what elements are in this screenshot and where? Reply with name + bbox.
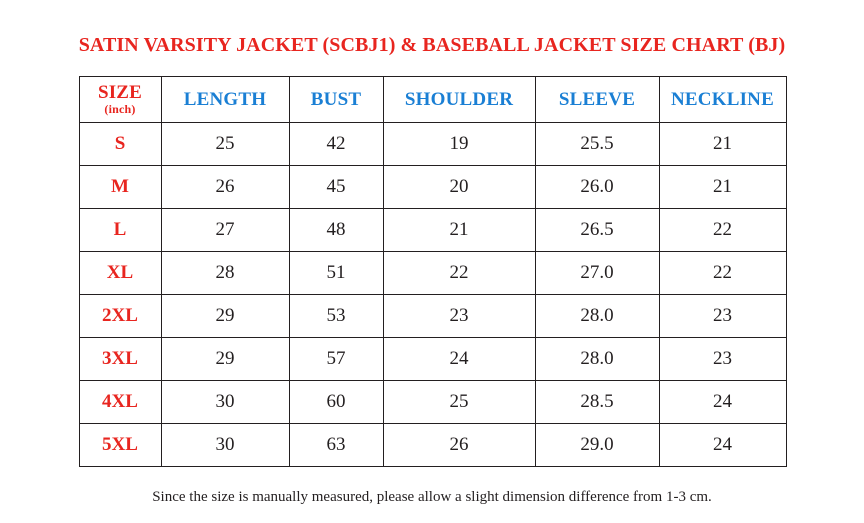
cell-sleeve: 28.0 [535, 295, 659, 338]
cell-sleeve: 28.0 [535, 338, 659, 381]
cell-neckline: 21 [659, 123, 786, 166]
cell-sleeve: 26.5 [535, 209, 659, 252]
cell-shoulder: 20 [383, 166, 535, 209]
cell-length: 29 [161, 338, 289, 381]
cell-size: 2XL [79, 295, 161, 338]
cell-sleeve: 28.5 [535, 381, 659, 424]
cell-sleeve: 26.0 [535, 166, 659, 209]
cell-bust: 45 [289, 166, 383, 209]
cell-neckline: 24 [659, 381, 786, 424]
cell-shoulder: 22 [383, 252, 535, 295]
table-row [79, 295, 786, 338]
cell-bust: 42 [289, 123, 383, 166]
cell-shoulder: 23 [383, 295, 535, 338]
cell-bust: 63 [289, 424, 383, 467]
cell-length: 29 [161, 295, 289, 338]
cell-neckline: 22 [659, 209, 786, 252]
cell-bust: 53 [289, 295, 383, 338]
cell-size: 3XL [79, 338, 161, 381]
table-row [79, 166, 786, 209]
cell-length: 28 [161, 252, 289, 295]
cell-neckline: 22 [659, 252, 786, 295]
cell-shoulder: 24 [383, 338, 535, 381]
column-header-size [79, 77, 161, 123]
table-body [79, 123, 786, 467]
table-row [79, 338, 786, 381]
cell-size: 4XL [79, 381, 161, 424]
table-header-row [79, 77, 786, 123]
measurement-note: Since the size is manually measured, please allow a slight dimension difference from 1-3 cm. [152, 489, 712, 505]
cell-length: 30 [161, 381, 289, 424]
cell-sleeve: 27.0 [535, 252, 659, 295]
cell-length: 25 [161, 123, 289, 166]
cell-length: 30 [161, 424, 289, 467]
table-header [79, 77, 786, 123]
column-header-size-unit: (inch) [104, 102, 136, 117]
column-header-length: LENGTH [161, 77, 289, 123]
cell-neckline: 23 [659, 295, 786, 338]
table-row [79, 424, 786, 467]
size-table-container [79, 76, 786, 467]
cell-length: 26 [161, 166, 289, 209]
cell-shoulder: 21 [383, 209, 535, 252]
cell-sleeve: 25.5 [535, 123, 659, 166]
table-row [79, 209, 786, 252]
table-row [79, 123, 786, 166]
table-row [79, 252, 786, 295]
table-row [79, 381, 786, 424]
size-chart-table [79, 76, 787, 467]
cell-size: XL [79, 252, 161, 295]
column-header-size-word: SIZE [97, 82, 143, 104]
cell-size: 5XL [79, 424, 161, 467]
column-header-neckline: NECKLINE [659, 77, 786, 123]
cell-sleeve: 29.0 [535, 424, 659, 467]
cell-bust: 48 [289, 209, 383, 252]
cell-size: L [79, 209, 161, 252]
cell-neckline: 24 [659, 424, 786, 467]
cell-shoulder: 26 [383, 424, 535, 467]
cell-length: 27 [161, 209, 289, 252]
cell-shoulder: 19 [383, 123, 535, 166]
column-header-sleeve: SLEEVE [535, 77, 659, 123]
column-header-shoulder: SHOULDER [383, 77, 535, 123]
cell-bust: 51 [289, 252, 383, 295]
cell-neckline: 21 [659, 166, 786, 209]
cell-size: S [79, 123, 161, 166]
cell-bust: 57 [289, 338, 383, 381]
cell-neckline: 23 [659, 338, 786, 381]
cell-shoulder: 25 [383, 381, 535, 424]
column-header-bust: BUST [289, 77, 383, 123]
cell-bust: 60 [289, 381, 383, 424]
page-title: SATIN VARSITY JACKET (SCBJ1) & BASEBALL JACKET SIZE CHART (BJ) [78, 34, 786, 56]
cell-size: M [79, 166, 161, 209]
